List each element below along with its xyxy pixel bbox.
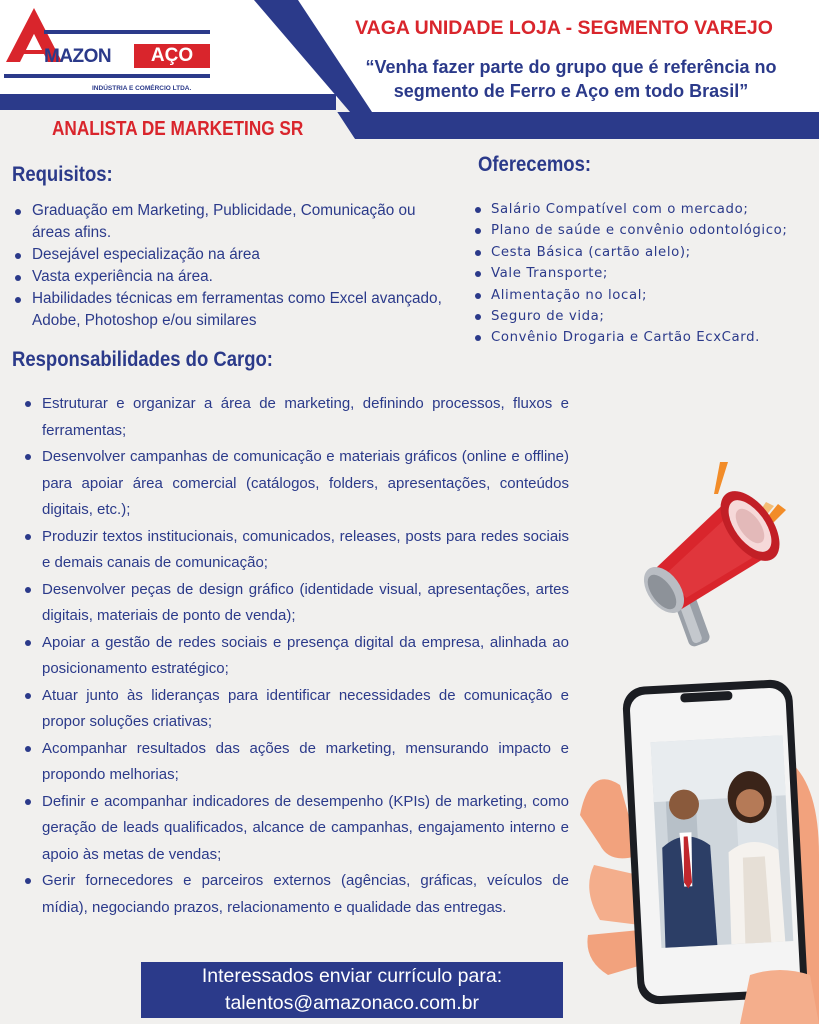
requirements-list (12, 200, 452, 332)
list-item: Seguro de vida; (472, 306, 817, 327)
list-item: Atuar junto às lideranças para identificar necessidades de comunicação e propor soluções criativas; (22, 683, 569, 736)
list-item: Desenvolver peças de design gráfico (identidade visual, apresentações, artes digitais, materiais de ponto de venda); (22, 577, 569, 630)
list-item: Estruturar e organizar a área de marketing, definindo processos, fluxos e ferramentas; (22, 391, 569, 444)
logo-subtitle: INDÚSTRIA E COMÉRCIO LTDA. (92, 85, 192, 92)
requirements-heading: Requisitos: (12, 162, 113, 186)
list-item: Gerir fornecedores e parceiros externos (agências, gráficas, veículos de mídia), negociando prazos, relacionamento e qualidade das entregas. (22, 868, 569, 921)
quote-line-2: segmento de Ferro e Aço em todo Brasil” (393, 81, 749, 101)
vacancy-title: VAGA UNIDADE LOJA - SEGMENTO VAREJO (355, 17, 773, 39)
megaphone-icon (628, 460, 793, 660)
list-item: Convênio Drogaria e Cartão EcxCard. (472, 327, 817, 348)
offers-heading: Oferecemos: (478, 152, 592, 176)
company-logo (4, 6, 214, 92)
list-item: Acompanhar resultados das ações de marketing, mensurando impacto e propondo melhorias; (22, 736, 569, 789)
list-item: Graduação em Marketing, Publicidade, Comunicação ou áreas afins. (12, 200, 452, 244)
list-item: Apoiar a gestão de redes sociais e presença digital da empresa, alinhada ao posicionamento estratégico; (22, 630, 569, 683)
list-item: Habilidades técnicas em ferramentas como Excel avançado, Adobe, Photoshop e/ou similares (12, 288, 452, 332)
responsibilities-list (22, 391, 569, 921)
list-item: Definir e acompanhar indicadores de desempenho (KPIs) de marketing, como geração de leads qualificados, alcance de campanhas, engajamento interno e apoio às metas de vendas; (22, 789, 569, 869)
job-title: ANALISTA DE MARKETING SR (52, 118, 304, 140)
contact-banner (141, 962, 563, 1018)
list-item: Vasta experiência na área. (12, 266, 452, 288)
list-item: Plano de saúde e convênio odontológico; (472, 220, 817, 241)
header-quote (336, 55, 806, 103)
contact-text: Interessados enviar currículo para: (201, 965, 503, 987)
logo-bottom-stripe (4, 74, 210, 78)
logo-top-stripe (44, 30, 210, 34)
list-item: Alimentação no local; (472, 285, 817, 306)
smartphone-photo-illustration (580, 675, 819, 1024)
list-item: Vale Transporte; (472, 263, 817, 284)
offers-list (472, 199, 817, 349)
list-item: Cesta Básica (cartão alelo); (472, 242, 817, 263)
list-item: Desejável especialização na área (12, 244, 452, 266)
logo-aco-box: AÇO (132, 42, 212, 70)
list-item: Produzir textos institucionais, comunicados, releases, posts para redes sociais e demais canais de comunicação; (22, 524, 569, 577)
responsibilities-heading: Responsabilidades do Cargo: (12, 347, 273, 371)
logo-wordmark: MAZON (44, 46, 112, 67)
quote-line-1: “Venha fazer parte do grupo que é referência no (365, 57, 777, 77)
list-item: Salário Compatível com o mercado; (472, 199, 817, 220)
contact-email[interactable]: talentos@amazonaco.com.br (225, 992, 479, 1014)
list-item: Desenvolver campanhas de comunicação e materiais gráficos (online e offline) para apoiar área comercial (catálogos, folders, apresentações, conteúdos digitais, etc.); (22, 444, 569, 524)
